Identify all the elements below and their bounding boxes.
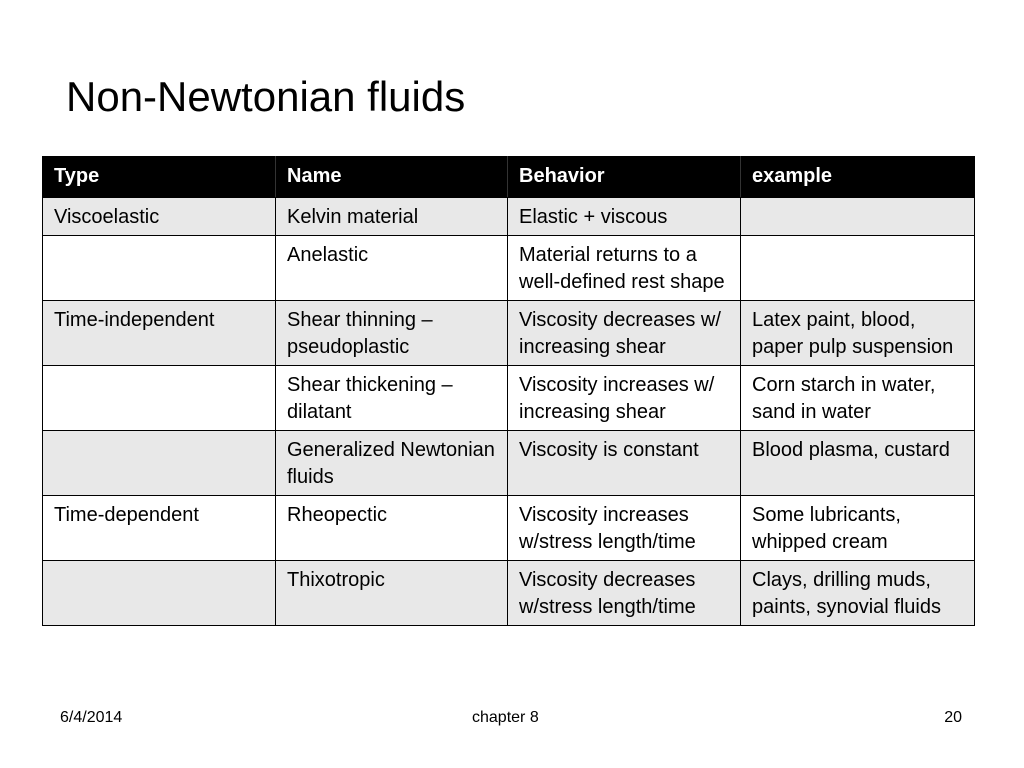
cell-behavior: Material returns to a well-defined rest shape <box>508 235 741 300</box>
cell-example: Some lubricants, whipped cream <box>741 495 975 560</box>
cell-name: Anelastic <box>276 235 508 300</box>
cell-example: Clays, drilling muds, paints, synovial fluids <box>741 560 975 625</box>
cell-behavior: Viscosity is constant <box>508 430 741 495</box>
cell-type <box>43 365 276 430</box>
cell-type: Viscoelastic <box>43 198 276 236</box>
table-row <box>43 495 975 560</box>
column-header-name: Name <box>276 157 508 198</box>
cell-example <box>741 235 975 300</box>
column-header-behavior: Behavior <box>508 157 741 198</box>
column-header-example: example <box>741 157 975 198</box>
table-row <box>43 430 975 495</box>
slide-title: Non-Newtonian fluids <box>66 73 466 120</box>
cell-name: Shear thickening – dilatant <box>276 365 508 430</box>
cell-type <box>43 235 276 300</box>
table-row <box>43 235 975 300</box>
cell-type <box>43 560 276 625</box>
table-header <box>43 157 975 198</box>
cell-example: Blood plasma, custard <box>741 430 975 495</box>
cell-behavior: Viscosity increases w/ increasing shear <box>508 365 741 430</box>
fluids-table <box>42 156 975 626</box>
cell-behavior: Viscosity decreases w/stress length/time <box>508 560 741 625</box>
cell-behavior: Viscosity increases w/stress length/time <box>508 495 741 560</box>
cell-name: Shear thinning – pseudoplastic <box>276 300 508 365</box>
table-row <box>43 560 975 625</box>
table-row <box>43 198 975 236</box>
cell-example: Latex paint, blood, paper pulp suspension <box>741 300 975 365</box>
cell-behavior: Elastic + viscous <box>508 198 741 236</box>
cell-name: Generalized Newtonian fluids <box>276 430 508 495</box>
table-row <box>43 300 975 365</box>
cell-name: Kelvin material <box>276 198 508 236</box>
cell-type: Time-dependent <box>43 495 276 560</box>
cell-example: Corn starch in water, sand in water <box>741 365 975 430</box>
footer-date: 6/4/2014 <box>60 709 123 726</box>
table-row <box>43 365 975 430</box>
footer-page-number: 20 <box>944 709 962 726</box>
table-body <box>43 198 975 626</box>
cell-behavior: Viscosity decreases w/ increasing shear <box>508 300 741 365</box>
cell-type <box>43 430 276 495</box>
cell-example <box>741 198 975 236</box>
footer-chapter: chapter 8 <box>472 709 539 726</box>
cell-type: Time-independent <box>43 300 276 365</box>
table-header-row <box>43 157 975 198</box>
cell-name: Rheopectic <box>276 495 508 560</box>
cell-name: Thixotropic <box>276 560 508 625</box>
column-header-type: Type <box>43 157 276 198</box>
